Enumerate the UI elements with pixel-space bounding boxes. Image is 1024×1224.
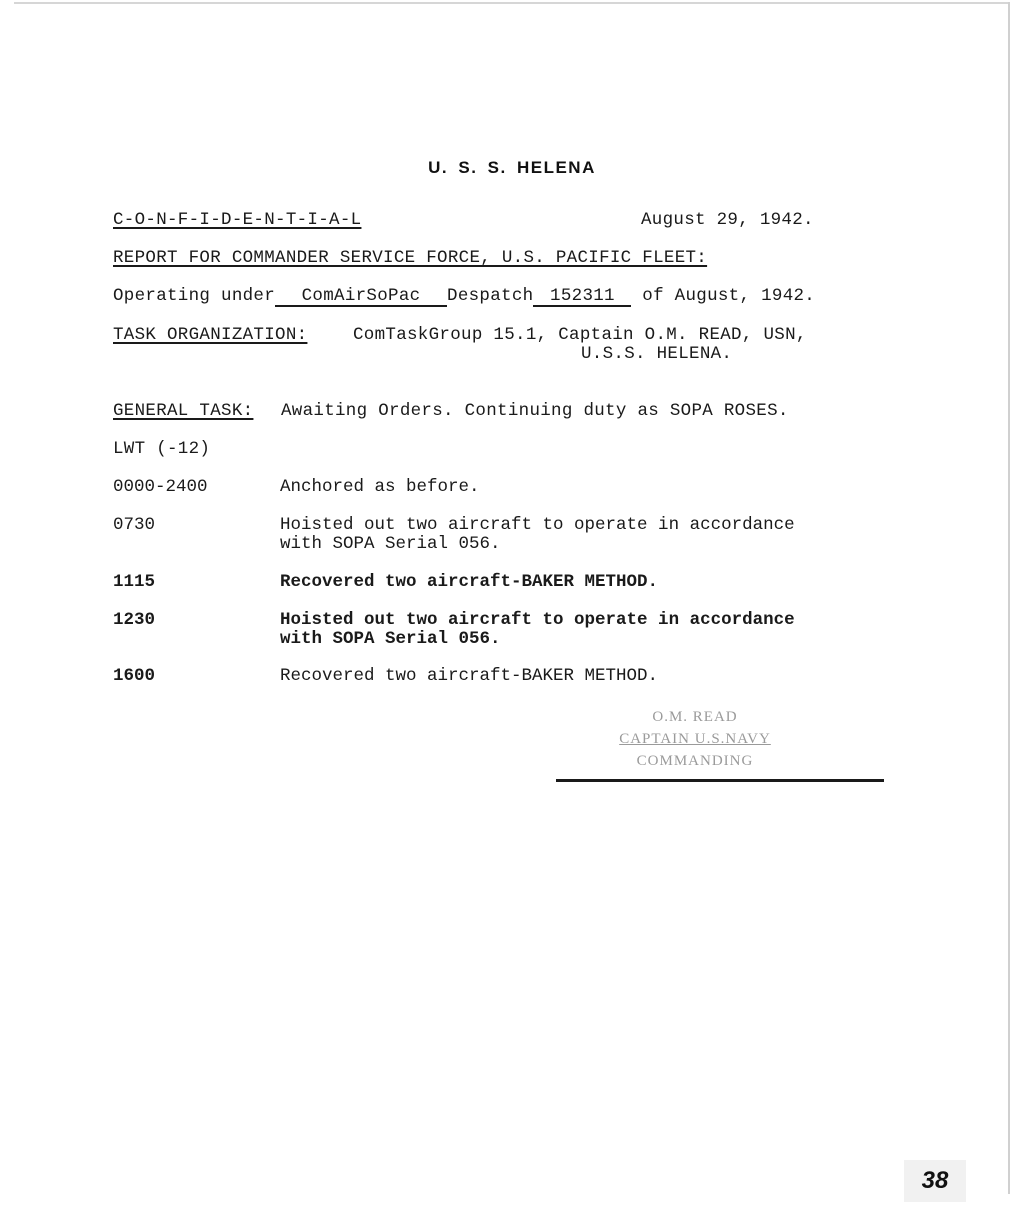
task-organization-line2: U.S.S. HELENA. xyxy=(581,344,733,364)
log-entry-2: Recovered two aircraft-BAKER METHOD. xyxy=(280,572,659,592)
report-addressee: REPORT FOR COMMANDER SERVICE FORCE, U.S. PACIFIC FLEET: xyxy=(113,248,708,268)
log-time-4: 1600 xyxy=(113,666,156,686)
log-entry-1-line2: with SOPA Serial 056. xyxy=(280,534,501,554)
page-edge-right xyxy=(1008,2,1010,1194)
log-entry-1-line1: Hoisted out two aircraft to operate in accordance xyxy=(280,515,795,535)
log-time-3: 1230 xyxy=(113,610,156,630)
log-entry-0: Anchored as before. xyxy=(280,477,480,497)
classification-mark: C-O-N-F-I-D-E-N-T-I-A-L xyxy=(113,210,362,230)
log-entry-3-line1: Hoisted out two aircraft to operate in accordance xyxy=(280,610,795,630)
stamp-name: O.M. READ xyxy=(652,709,738,725)
task-organization-line1: ComTaskGroup 15.1, Captain O.M. READ, USN, xyxy=(353,325,807,345)
operating-line xyxy=(113,287,815,307)
page-edge-top xyxy=(14,2,1010,4)
operating-authority-text: ComAirSoPac xyxy=(301,286,421,306)
despatch-number xyxy=(533,287,631,307)
report-date: August 29, 1942. xyxy=(641,210,814,230)
time-zone: LWT (-12) xyxy=(113,439,211,459)
task-organization-label: TASK ORGANIZATION: xyxy=(113,325,308,345)
general-task-text: Awaiting Orders. Continuing duty as SOPA ROSES. xyxy=(281,401,789,421)
operating-suffix: of August, 1942. xyxy=(642,286,816,306)
stamp-title: COMMANDING xyxy=(636,753,754,769)
stamp-rank: CAPTAIN U.S.NAVY xyxy=(619,731,771,747)
log-time-1: 0730 xyxy=(113,515,156,535)
letterhead: U. S. S. HELENA xyxy=(428,158,596,177)
log-time-2: 1115 xyxy=(113,572,156,592)
signature-rule xyxy=(556,779,884,782)
despatch-number-text: 152311 xyxy=(550,286,615,306)
general-task-label: GENERAL TASK: xyxy=(113,401,254,421)
log-entry-4: Recovered two aircraft-BAKER METHOD. xyxy=(280,666,659,686)
log-entry-3-line2: with SOPA Serial 056. xyxy=(280,629,501,649)
log-time-0: 0000-2400 xyxy=(113,477,208,497)
operating-prefix: Operating under xyxy=(113,286,276,306)
operating-authority xyxy=(275,287,447,307)
page-number: 38 xyxy=(904,1160,966,1202)
despatch-label: Despatch xyxy=(447,286,534,306)
